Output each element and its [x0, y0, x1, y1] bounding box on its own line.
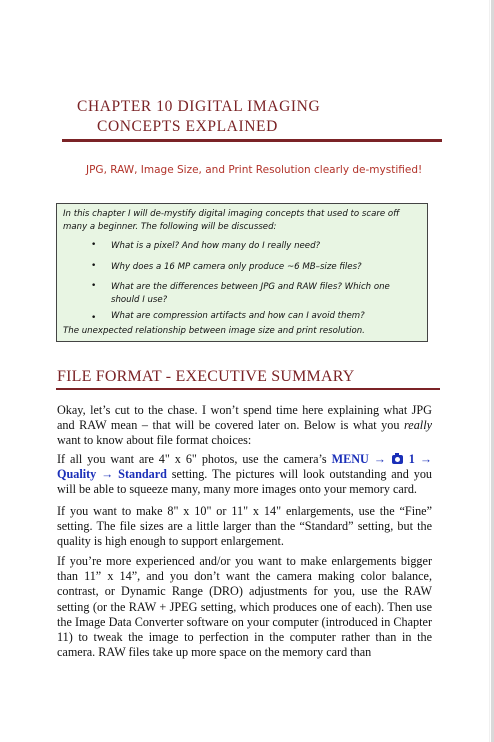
paragraph-intro-text: Okay, let’s cut to the chase. I won’t spend time here explaining what JPG and RAW mean – that will be covered later on. Below is what you — [57, 403, 432, 433]
paragraph-intro-text-end: want to know about file format choices: — [57, 433, 252, 448]
section-title: FILE FORMAT - EXECUTIVE SUMMARY — [57, 368, 355, 385]
chapter-title-line2: CONCEPTS EXPLAINED — [97, 118, 278, 135]
paragraph-intro-emphasis: really — [404, 418, 432, 433]
chapter-subtitle: JPG, RAW, Image Size, and Print Resolution clearly de-mystified! — [86, 164, 423, 176]
chapter-title-rule — [62, 139, 442, 142]
summary-bullet-3: What are the differences between JPG and RAW files? Which one should I use? — [111, 282, 390, 305]
summary-bullet-4: What are compression artifacts and how can I avoid them? — [111, 311, 365, 321]
bullet-icon: • — [91, 261, 97, 271]
menu-path-number: 1 → — [403, 452, 433, 466]
summary-bullet-2: Why does a 16 MP camera only produce ~6 MB–size files? — [111, 262, 362, 272]
summary-bullet-1: What is a pixel? And how many do I really need? — [111, 241, 321, 251]
camera-icon — [392, 455, 403, 464]
bullet-icon: • — [91, 281, 97, 291]
chapter-title — [77, 97, 437, 137]
summary-outro: The unexpected relationship between image size and print resolution. — [63, 326, 365, 336]
menu-path-menu: MENU → — [331, 452, 391, 466]
paragraph-intro — [57, 403, 432, 449]
paragraph-standard-setting — [57, 452, 432, 498]
chapter-summary-box — [56, 203, 428, 342]
paragraph-raw-setting: If you’re more experienced and/or you want to make enlargements bigger than 11” x 14”, and you don’t want the camera making color balance, contrast, or Dynamic Range (DRO) adjustments for you, use the RAW setting (or the RAW + JPEG setting, which produces one of each). Then use the Image Data Converter software on your computer (introduced in Chapter 11) to tweak the image to perfection in the computer rather than in the camera. RAW files take up more space on the memory card than — [57, 554, 432, 660]
chapter-title-line1: CHAPTER 10 DIGITAL IMAGING — [77, 98, 321, 115]
paragraph-standard-text: If all you want are 4" x 6" photos, use the camera’s — [57, 452, 332, 466]
bullet-icon: • — [91, 313, 97, 323]
bullet-icon: • — [91, 240, 97, 250]
page-edge-line — [489, 0, 490, 742]
paragraph-standard-text-end: setting. The pictures will look outstanding and you will be able to squeeze many, many more images onto your memory card. — [57, 467, 433, 497]
menu-path-quality: Quality → Standard — [57, 467, 167, 482]
paragraph-fine-setting: If you want to make 8" x 10" or 11" x 14" enlargements, use the “Fine” setting. The file sizes are a little larger than the “Standard” setting, but the quality is high enough to support enlargement. — [57, 504, 432, 549]
section-title-rule — [56, 388, 440, 390]
summary-intro: In this chapter I will de-mystify digital imaging concepts that used to scare off many a beginner. The following will be discussed: — [63, 209, 400, 232]
